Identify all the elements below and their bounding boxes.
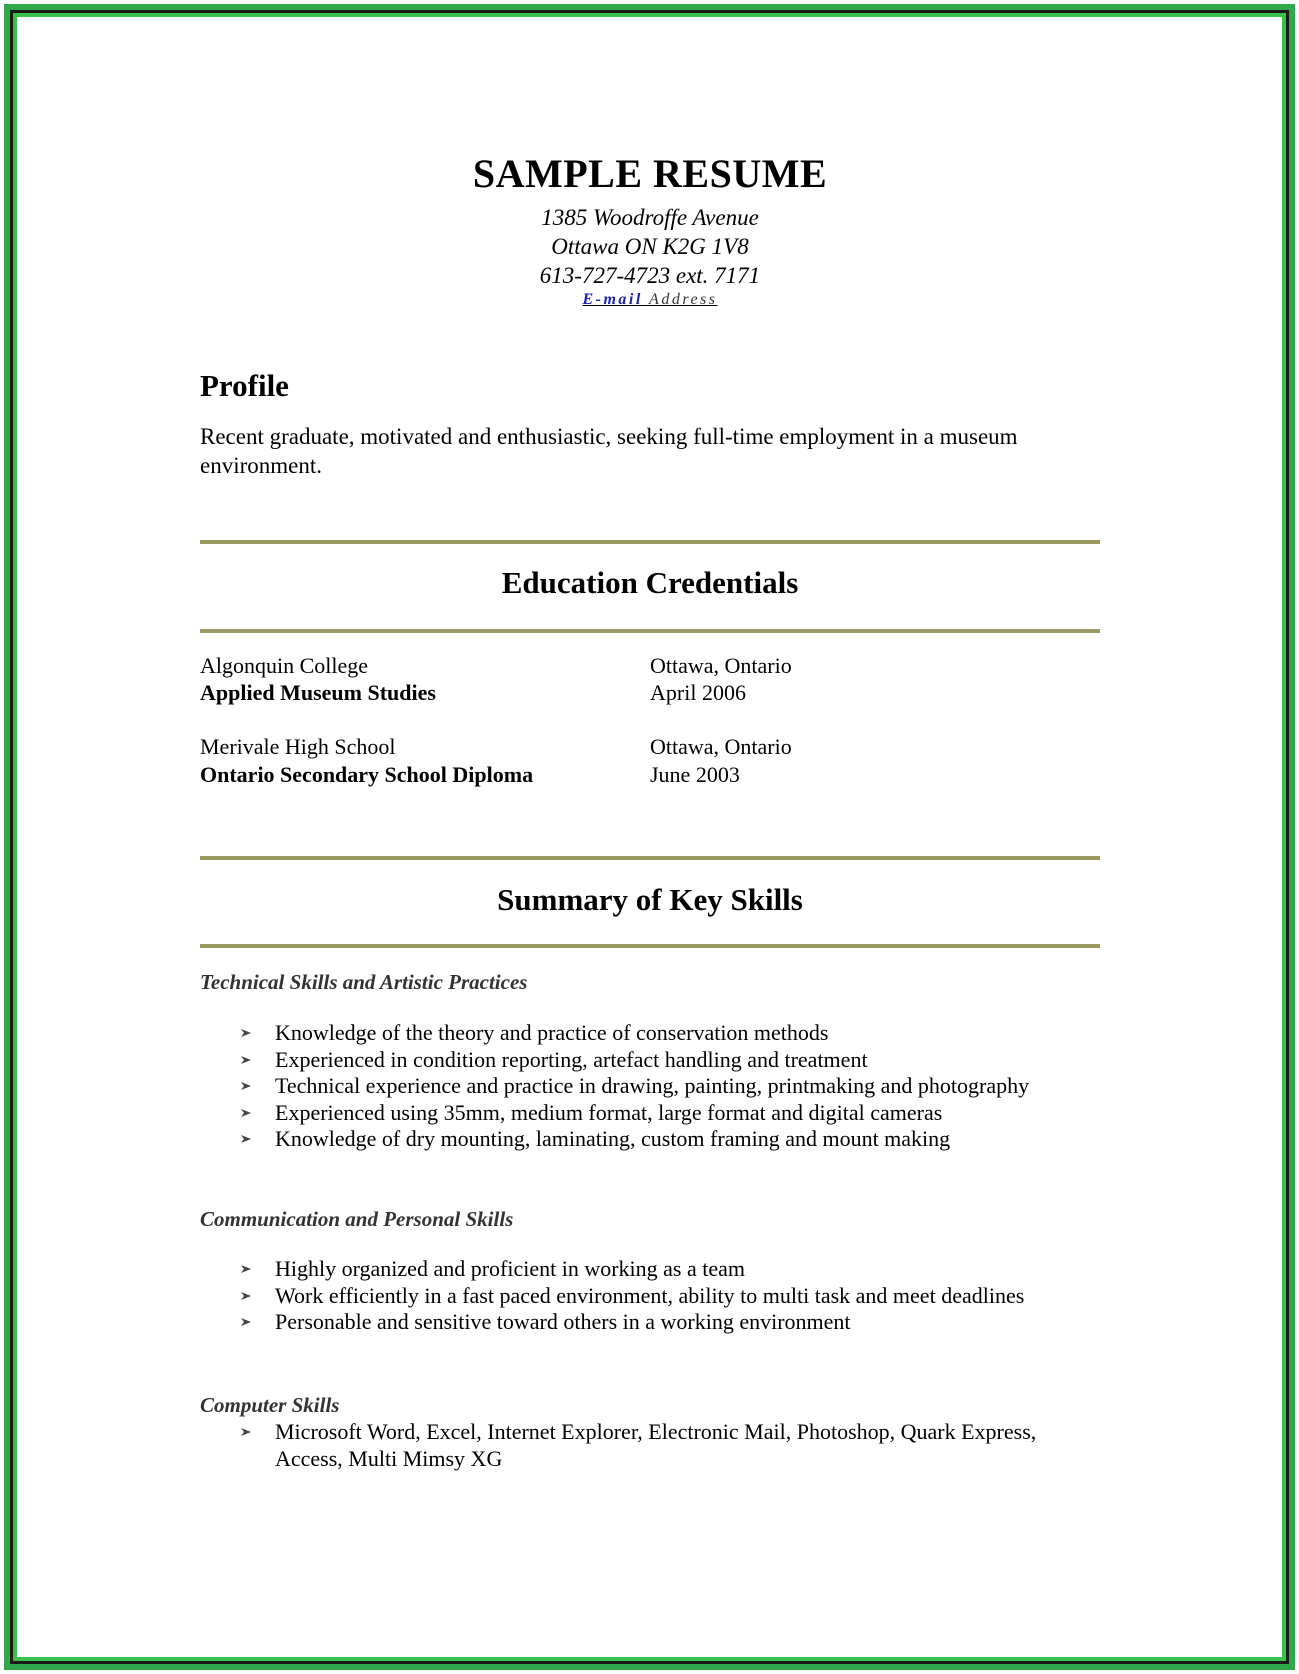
arrow-bullet-icon <box>240 1080 252 1092</box>
section-divider <box>200 540 1100 544</box>
list-item: Highly organized and proficient in working as a team <box>240 1256 1080 1283</box>
address-line-1: 1385 Woodroffe Avenue <box>541 205 759 230</box>
address-line-2: Ottawa ON K2G 1V8 <box>551 234 749 259</box>
school-name: Merivale High School <box>200 734 396 759</box>
program-date: April 2006 <box>650 680 746 705</box>
list-item: Experienced in condition reporting, artefact handling and treatment <box>240 1047 1080 1074</box>
list-item: Microsoft Word, Excel, Internet Explorer, Electronic Mail, Photoshop, Quark Express, Access, Multi Mimsy XG <box>240 1419 1060 1472</box>
technical-skills-list <box>240 1020 1080 1153</box>
profile-heading: Profile <box>200 368 289 403</box>
profile-text: Recent graduate, motivated and enthusiastic, seeking full-time employment in a museum environment. <box>200 424 1018 478</box>
arrow-bullet-icon <box>240 1027 252 1039</box>
education-heading: Education Credentials <box>501 565 799 600</box>
list-item: Knowledge of dry mounting, laminating, custom framing and mount making <box>240 1126 1080 1153</box>
program-name: Applied Museum Studies <box>200 680 436 705</box>
list-item: Experienced using 35mm, medium format, large format and digital cameras <box>240 1100 1080 1127</box>
arrow-bullet-icon <box>240 1263 252 1275</box>
resume-header <box>200 150 1100 310</box>
arrow-bullet-icon <box>240 1107 252 1119</box>
school-name: Algonquin College <box>200 653 369 678</box>
list-item: Technical experience and practice in drawing, painting, printmaking and photography <box>240 1073 1080 1100</box>
section-divider <box>200 629 1100 633</box>
arrow-bullet-icon <box>240 1133 252 1145</box>
section-divider <box>200 944 1100 948</box>
arrow-bullet-icon <box>240 1316 252 1328</box>
section-divider <box>200 856 1100 860</box>
arrow-bullet-icon <box>240 1426 252 1438</box>
email-link[interactable]: E-mail <box>582 291 643 308</box>
list-item: Personable and sensitive toward others in a working environment <box>240 1309 1080 1336</box>
arrow-bullet-icon <box>240 1054 252 1066</box>
program-date: June 2003 <box>650 762 740 787</box>
arrow-bullet-icon <box>240 1290 252 1302</box>
program-name: Ontario Secondary School Diploma <box>200 762 534 787</box>
list-item: Knowledge of the theory and practice of conservation methods <box>240 1020 1080 1047</box>
communication-skills-heading: Communication and Personal Skills <box>200 1207 514 1231</box>
technical-skills-heading: Technical Skills and Artistic Practices <box>200 970 528 994</box>
school-location: Ottawa, Ontario <box>650 653 792 678</box>
school-location: Ottawa, Ontario <box>650 734 792 759</box>
email-address-text: Address <box>649 291 718 308</box>
phone-number: 613-727-4723 ext. 7171 <box>539 263 761 288</box>
computer-skills-heading: Computer Skills <box>200 1393 340 1417</box>
skills-heading: Summary of Key Skills <box>497 882 803 917</box>
communication-skills-list <box>240 1256 1080 1336</box>
computer-skills-list <box>240 1419 1060 1472</box>
resume-title: SAMPLE RESUME <box>472 151 828 196</box>
email-line <box>200 290 1100 310</box>
list-item: Work efficiently in a fast paced environment, ability to multi task and meet deadlines <box>240 1283 1080 1310</box>
